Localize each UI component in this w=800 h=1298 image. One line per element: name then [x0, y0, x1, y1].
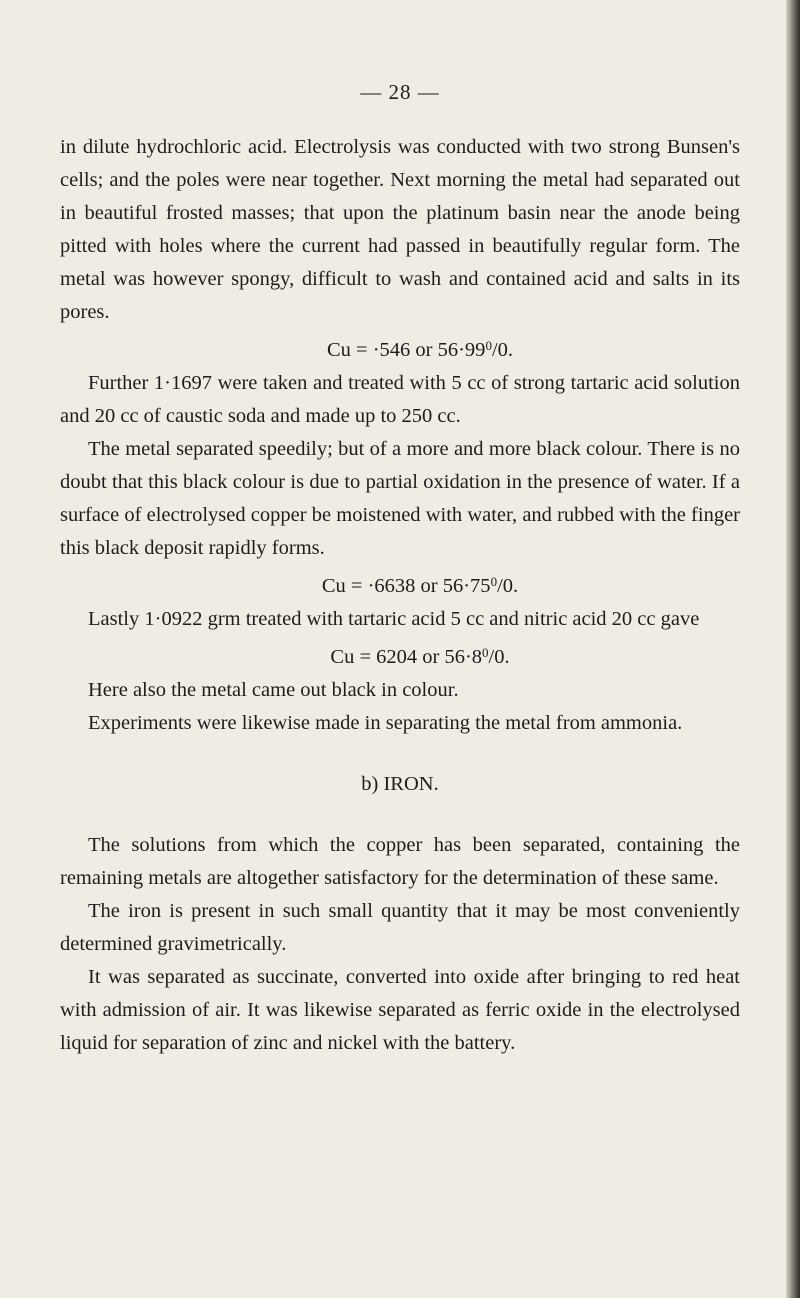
formula-2: Cu = ·6638 or $56\cdot 75^0/0$.: [321, 574, 519, 597]
paragraph-7: The solutions from which the copper has been separated, containing the remaining metals are altogether satisfactory for the determination of these same.: [60, 834, 740, 889]
paragraph-3: The metal separated speedily; but of a more and more black colour. There is no doubt that this black colour is due to partial oxidation in the presence of water. If a surface of electrolysed copper be moistened with water, and rubbed with the finger this black deposit rapidly forms.: [60, 438, 740, 559]
paragraph-2: Further 1·1697 were taken and treated with 5 cc of strong tartaric acid solution and 20 cc of caustic soda and made up to 250 cc.: [60, 372, 740, 427]
paragraph-1: in dilute hydrochloric acid. Electrolysis was conducted with two strong Bunsen's cells; and the poles were near together. Next morning the metal had separated out in beautiful frosted masses; that upon the platinum basin near the anode being pitted with holes where the current had passed in beautifully regular form. The metal was however spongy, difficult to wash and contained acid and salts in its pores.: [60, 136, 740, 323]
paragraph-4: Lastly 1·0922 grm treated with tartaric acid 5 cc and nitric acid 20 cc gave: [88, 608, 700, 630]
formula-3: Cu = 6204 or $56\cdot 8^0/0$.: [330, 645, 510, 668]
paragraph-8: The iron is present in such small quantity that it may be most conveniently determined gravimetrically.: [60, 900, 740, 955]
document-page: [60, 76, 740, 1060]
page-number: — 28 —: [360, 80, 440, 104]
paragraph-6: Experiments were likewise made in separating the metal from ammonia.: [88, 712, 683, 734]
formula-1: Cu = ·546 or $56\cdot 99^0/0$.: [326, 338, 514, 361]
paragraph-9: It was separated as succinate, converted into oxide after bringing to red heat with admission of air. It was likewise separated as ferric oxide in the electrolysed liquid for separation of zinc and nickel with the battery.: [60, 966, 740, 1054]
page-edge-shadow: [786, 0, 800, 1298]
section-heading: b) IRON.: [361, 773, 439, 795]
paragraph-5: Here also the metal came out black in colour.: [88, 679, 459, 701]
